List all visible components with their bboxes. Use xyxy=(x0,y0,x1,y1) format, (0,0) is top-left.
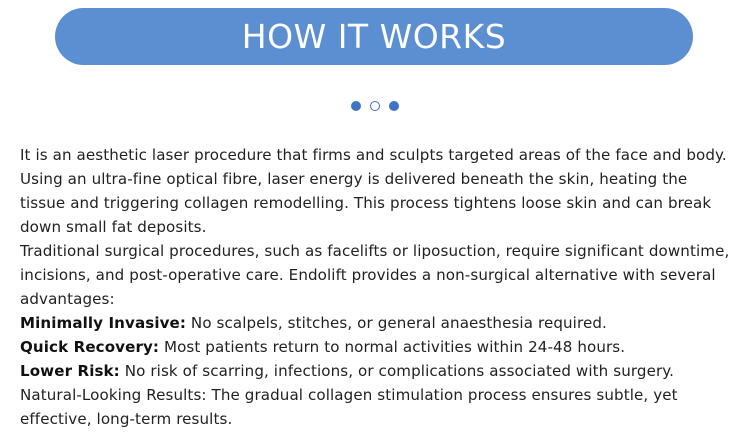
section-title: HOW IT WORKS xyxy=(241,17,507,56)
description-text-block xyxy=(20,143,735,431)
carousel-indicator xyxy=(0,101,750,111)
carousel-dot[interactable] xyxy=(351,101,361,111)
advantage-term: Minimally Invasive: xyxy=(20,314,187,332)
comparison-paragraph: Traditional surgical procedures, such as facelifts or liposuction, require significant downtime, incisions, and post-operative care. Endolift provides a non-surgical alternative with several advantages: xyxy=(20,242,730,308)
advantage-term: Lower Risk: xyxy=(20,362,120,380)
advantage-text: Most patients return to normal activities within 24-48 hours. xyxy=(159,338,626,356)
advantage-item xyxy=(20,335,735,359)
closing-paragraph: Natural-Looking Results: The gradual collagen stimulation process ensures subtle, yet effective, long-term results. xyxy=(20,386,678,428)
advantage-term: Quick Recovery: xyxy=(20,338,160,356)
intro-paragraph: It is an aesthetic laser procedure that firms and sculpts targeted areas of the face and body. Using an ultra-fine optical fibre, laser energy is delivered beneath the skin, heating the tissue and triggering collagen remodelling. This process tightens loose skin and can break down small fat deposits. xyxy=(20,146,727,236)
carousel-dot[interactable] xyxy=(389,101,399,111)
advantage-item xyxy=(20,311,735,335)
advantage-text: No scalpels, stitches, or general anaesthesia required. xyxy=(186,314,607,332)
advantage-item xyxy=(20,359,735,383)
section-header-banner xyxy=(55,8,693,65)
advantage-text: No risk of scarring, infections, or complications associated with surgery. xyxy=(119,362,675,380)
carousel-dot-active[interactable] xyxy=(370,101,380,111)
